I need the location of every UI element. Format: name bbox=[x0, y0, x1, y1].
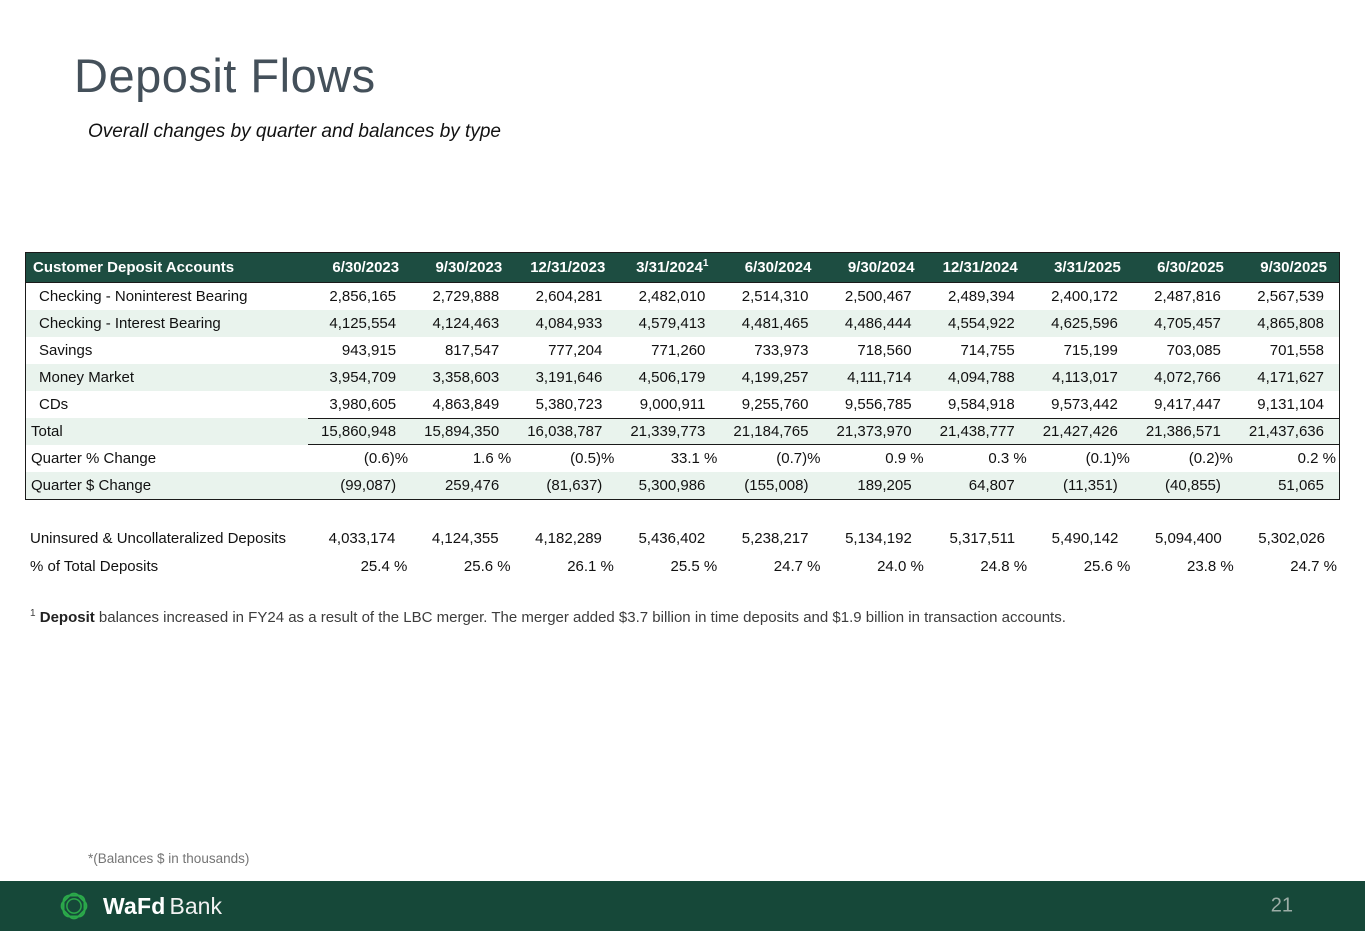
table-header-date: 6/30/2025 bbox=[1157, 259, 1224, 276]
table-cell: 5,490,142 bbox=[1051, 529, 1119, 547]
supplement-row bbox=[25, 552, 1340, 580]
table-header-date: 9/30/2025 bbox=[1260, 259, 1327, 276]
table-row bbox=[26, 391, 1339, 418]
table-cell: 4,579,413 bbox=[638, 315, 706, 332]
table-cell: 3,954,709 bbox=[329, 369, 397, 386]
table-row bbox=[26, 418, 1339, 445]
table-cell: 33.1 % bbox=[670, 450, 718, 467]
table-cell: 4,125,554 bbox=[329, 315, 397, 332]
row-label: Uninsured & Uncollateralized Deposits bbox=[30, 529, 286, 547]
table-header-date: 3/31/2024$^1$ bbox=[636, 258, 709, 276]
footnote-superscript: 1 bbox=[30, 608, 36, 619]
table-cell: 1.6 % bbox=[472, 450, 512, 467]
table-cell: 23.8 % bbox=[1186, 557, 1234, 575]
table-cell: 5,094,400 bbox=[1154, 529, 1222, 547]
table-cell: 4,554,922 bbox=[947, 315, 1015, 332]
wafd-knot-icon bbox=[55, 887, 93, 925]
table-cell: 5,134,192 bbox=[845, 529, 912, 547]
table-cell: 5,436,402 bbox=[638, 529, 706, 547]
brand-name-bold: WaFd bbox=[103, 892, 166, 919]
table-cell: (0.1)% bbox=[1085, 450, 1130, 467]
table-cell: 4,506,179 bbox=[638, 369, 706, 386]
row-label: Quarter % Change bbox=[31, 450, 157, 467]
table-cell: 0.3 % bbox=[988, 450, 1027, 467]
table-cell: 4,625,596 bbox=[1051, 315, 1118, 332]
table-cell: 943,915 bbox=[341, 342, 397, 359]
table-row bbox=[26, 337, 1339, 364]
table-cell: 2,400,172 bbox=[1051, 288, 1118, 305]
row-label: Checking - Noninterest Bearing bbox=[39, 288, 248, 305]
table-header-date: 6/30/2023 bbox=[332, 259, 400, 276]
supplement-rows bbox=[25, 524, 1340, 580]
table-cell: 2,482,010 bbox=[638, 288, 706, 305]
table-cell: (0.5)% bbox=[570, 450, 615, 467]
table-cell: 4,171,627 bbox=[1257, 369, 1324, 386]
footnote-text: balances increased in FY24 as a result of the LBC merger. The merger added $3.7 billion in time deposits and $1.9 billion in transaction accounts. bbox=[94, 609, 1066, 626]
table-cell: 24.0 % bbox=[877, 557, 924, 575]
table-row bbox=[26, 364, 1339, 391]
table-cell: (99,087) bbox=[340, 477, 397, 494]
table-cell: (0.2)% bbox=[1188, 450, 1233, 467]
table-cell: 4,124,355 bbox=[431, 529, 499, 547]
table-cell: 2,487,816 bbox=[1154, 288, 1221, 305]
table-cell: 4,094,788 bbox=[947, 369, 1015, 386]
table-cell: 24.7 % bbox=[1290, 557, 1337, 575]
balances-note: *(Balances $ in thousands) bbox=[88, 851, 250, 866]
table-cell: 24.8 % bbox=[980, 557, 1028, 575]
table-cell: (0.6)% bbox=[363, 450, 409, 467]
row-label: Checking - Interest Bearing bbox=[39, 315, 221, 332]
table-cell: (81,637) bbox=[546, 477, 603, 494]
row-label: CDs bbox=[39, 396, 69, 413]
table-cell: 9,131,104 bbox=[1257, 396, 1324, 413]
footnote-lead: Deposit bbox=[39, 609, 95, 626]
table-cell: 4,124,463 bbox=[432, 315, 500, 332]
table-cell: (11,351) bbox=[1063, 477, 1118, 494]
table-cell: 771,260 bbox=[651, 342, 706, 359]
footer-band bbox=[0, 881, 1365, 931]
table-header-row bbox=[26, 253, 1339, 283]
table-cell: 0.2 % bbox=[1297, 450, 1336, 467]
table-cell: 2,500,467 bbox=[844, 288, 912, 305]
table-cell: 4,072,766 bbox=[1154, 369, 1221, 386]
table-row bbox=[26, 310, 1339, 337]
table-cell: 5,317,511 bbox=[949, 529, 1016, 547]
page-title: Deposit Flows bbox=[74, 49, 376, 102]
table-header-date: 6/30/2024 bbox=[744, 259, 812, 276]
table-cell: 4,865,808 bbox=[1257, 315, 1324, 332]
table-cell: 26.1 % bbox=[567, 557, 614, 575]
table-cell: 4,705,457 bbox=[1154, 315, 1221, 332]
header-superscript: 1 bbox=[702, 258, 709, 269]
table-header-date: 3/31/2025 bbox=[1054, 259, 1121, 276]
table-cell: 4,033,174 bbox=[328, 529, 396, 547]
table-cell: 3,980,605 bbox=[329, 396, 397, 413]
table-cell: 4,182,289 bbox=[535, 529, 602, 547]
table-cell: 21,386,571 bbox=[1133, 418, 1236, 445]
table-cell: 5,302,026 bbox=[1258, 529, 1325, 547]
table-cell: 9,000,911 bbox=[639, 396, 706, 413]
table-cell: 2,567,539 bbox=[1257, 288, 1324, 305]
table-header-date: 12/31/2024 bbox=[942, 259, 1018, 276]
table-cell: (155,008) bbox=[744, 477, 809, 494]
table-cell: 733,973 bbox=[754, 342, 809, 359]
table-cell: 21,373,970 bbox=[823, 418, 926, 445]
table-cell: 21,427,426 bbox=[1030, 418, 1133, 445]
table-cell: 3,191,646 bbox=[535, 369, 603, 386]
row-label: % of Total Deposits bbox=[30, 557, 159, 575]
table-row bbox=[26, 472, 1339, 499]
table-cell: 9,573,442 bbox=[1051, 396, 1118, 413]
table-cell: 715,199 bbox=[1063, 342, 1118, 359]
supplement-row bbox=[25, 524, 1340, 552]
table-cell: 4,111,714 bbox=[847, 369, 912, 386]
table-cell: 2,729,888 bbox=[432, 288, 500, 305]
table-cell: 2,514,310 bbox=[741, 288, 809, 305]
table-cell: 2,604,281 bbox=[535, 288, 603, 305]
table-cell: 15,894,350 bbox=[411, 418, 514, 445]
table-header-label: Customer Deposit Accounts bbox=[33, 259, 235, 276]
table-cell: 703,085 bbox=[1166, 342, 1221, 359]
brand-logo bbox=[55, 887, 222, 925]
table-cell: 16,038,787 bbox=[514, 418, 617, 445]
row-label: Total bbox=[31, 423, 63, 440]
table-cell: 25.6 % bbox=[463, 557, 511, 575]
table-cell: 4,863,849 bbox=[432, 396, 500, 413]
table-cell: 21,438,777 bbox=[927, 418, 1030, 445]
table-header-date: 9/30/2024 bbox=[847, 259, 915, 276]
table-row bbox=[26, 283, 1339, 310]
table-row bbox=[26, 445, 1339, 472]
table-header-date: 12/31/2023 bbox=[530, 259, 606, 276]
table-cell: 701,558 bbox=[1269, 342, 1324, 359]
page-subtitle: Overall changes by quarter and balances by type bbox=[88, 121, 501, 142]
table-cell: 4,486,444 bbox=[844, 315, 912, 332]
table-cell: 718,560 bbox=[857, 342, 912, 359]
table-cell: 189,205 bbox=[857, 477, 912, 494]
table-cell: 4,199,257 bbox=[741, 369, 809, 386]
table-cell: 777,204 bbox=[548, 342, 603, 359]
table-cell: 714,755 bbox=[960, 342, 1015, 359]
brand-name-regular: Bank bbox=[169, 892, 222, 919]
table-cell: 24.7 % bbox=[773, 557, 821, 575]
table-cell: (40,855) bbox=[1165, 477, 1221, 494]
table-cell: 0.9 % bbox=[885, 450, 924, 467]
table-cell: 9,255,760 bbox=[741, 396, 809, 413]
table-cell: 4,084,933 bbox=[535, 315, 603, 332]
table-cell: 5,238,217 bbox=[741, 529, 809, 547]
table-cell: 4,113,017 bbox=[1052, 369, 1118, 386]
table-cell: 817,547 bbox=[444, 342, 500, 359]
table-cell: 64,807 bbox=[968, 477, 1015, 494]
footnote bbox=[30, 609, 1066, 626]
table-cell: 259,476 bbox=[444, 477, 500, 494]
deposit-table bbox=[25, 252, 1340, 500]
table-cell: 25.5 % bbox=[670, 557, 718, 575]
table-cell: 9,556,785 bbox=[844, 396, 912, 413]
table-cell: 21,339,773 bbox=[617, 418, 720, 445]
table-cell: 9,584,918 bbox=[947, 396, 1015, 413]
table-cell: 2,489,394 bbox=[947, 288, 1015, 305]
row-label: Money Market bbox=[39, 369, 135, 386]
table-cell: 25.4 % bbox=[360, 557, 408, 575]
table-cell: 5,300,986 bbox=[638, 477, 706, 494]
table-cell: 4,481,465 bbox=[741, 315, 809, 332]
table-cell: 5,380,723 bbox=[535, 396, 603, 413]
table-cell: 9,417,447 bbox=[1154, 396, 1221, 413]
row-label: Quarter $ Change bbox=[31, 477, 152, 494]
table-cell: 21,437,636 bbox=[1236, 418, 1339, 445]
table-cell: 51,065 bbox=[1278, 477, 1324, 494]
table-cell: 2,856,165 bbox=[329, 288, 397, 305]
table-cell: 3,358,603 bbox=[432, 369, 500, 386]
table-cell: 25.6 % bbox=[1083, 557, 1131, 575]
table-cell: 21,184,765 bbox=[720, 418, 823, 445]
page-number: 21 bbox=[1270, 894, 1293, 917]
table-cell: (0.7)% bbox=[776, 450, 821, 467]
table-cell: 15,860,948 bbox=[308, 418, 411, 445]
table-header-date: 9/30/2023 bbox=[435, 259, 503, 276]
row-label: Savings bbox=[39, 342, 93, 359]
